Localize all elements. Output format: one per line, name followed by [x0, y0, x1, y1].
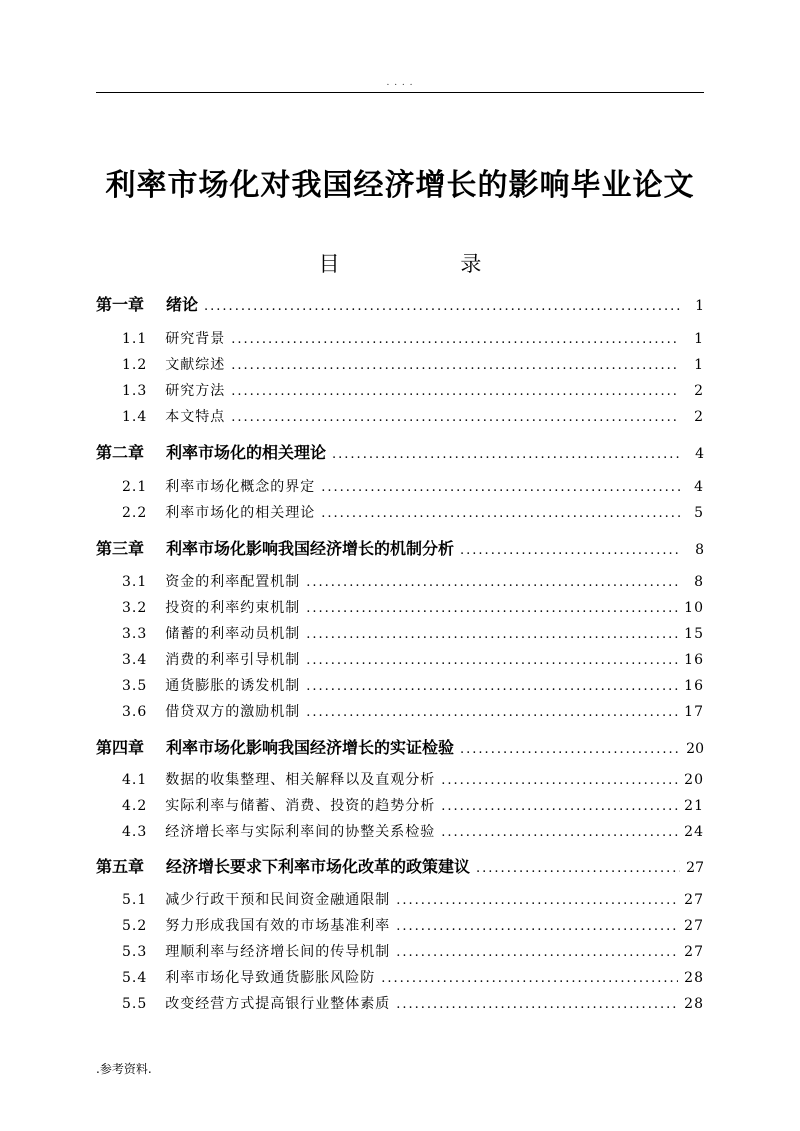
dot-leader — [381, 971, 678, 986]
chapter-number: 第五章 — [96, 857, 145, 876]
section-title: 储蓄的利率动员机制 — [165, 626, 301, 642]
dot-leader — [306, 653, 678, 668]
section-number: 3.1 — [122, 574, 148, 590]
page-number: 8 — [694, 574, 704, 590]
page-number: 20 — [684, 772, 704, 788]
dot-leader — [460, 742, 680, 757]
dot-leader — [441, 799, 678, 814]
dot-leader — [306, 575, 680, 590]
section-title: 改变经营方式提高银行业整体素质 — [165, 996, 391, 1012]
toc-heading: 目 录 — [318, 252, 520, 276]
section-number: 5.1 — [122, 892, 148, 908]
toc-section-5-4[interactable] — [96, 967, 704, 987]
header-mark: . . . . — [386, 78, 414, 88]
dot-leader — [441, 773, 678, 788]
dot-leader — [321, 506, 680, 521]
section-title: 研究背景 — [165, 331, 226, 347]
page-number: 1 — [694, 331, 704, 347]
section-title: 研究方法 — [165, 383, 226, 399]
section-title: 数据的收集整理、相关解释以及直观分析 — [165, 772, 436, 788]
document-title: 利率市场化对我国经济增长的影响毕业论文 — [105, 168, 695, 203]
chapter-title: 利率市场化的相关理论 — [166, 443, 327, 462]
dot-leader — [396, 919, 678, 934]
page-number: 15 — [684, 626, 704, 642]
page-number: 5 — [694, 505, 704, 521]
toc-section-3-4[interactable] — [96, 649, 704, 669]
section-number: 4.3 — [122, 824, 148, 840]
section-title: 投资的利率约束机制 — [165, 600, 301, 616]
dot-leader — [204, 299, 680, 314]
page-number: 21 — [684, 798, 704, 814]
chapter-number: 第一章 — [96, 295, 145, 314]
section-number: 3.5 — [122, 678, 148, 694]
section-title: 资金的利率配置机制 — [165, 574, 301, 590]
toc-section-5-5[interactable] — [96, 993, 704, 1013]
chapter-title: 利率市场化影响我国经济增长的机制分析 — [166, 539, 455, 558]
toc-section-3-5[interactable] — [96, 675, 704, 695]
footer-note: .参考资料. — [96, 1062, 152, 1076]
section-number: 5.2 — [122, 918, 148, 934]
section-title: 本文特点 — [165, 409, 226, 425]
toc-section-5-1[interactable] — [96, 889, 704, 909]
chapter-title: 利率市场化影响我国经济增长的实证检验 — [166, 738, 455, 757]
dot-leader — [396, 945, 678, 960]
page-number: 28 — [684, 970, 704, 986]
section-number: 1.1 — [122, 331, 148, 347]
page-number: 27 — [684, 918, 704, 934]
toc-chapter-3[interactable] — [96, 536, 704, 559]
section-number: 5.5 — [122, 996, 148, 1012]
chapter-number: 第三章 — [96, 539, 145, 558]
section-number: 3.4 — [122, 652, 148, 668]
page-number: 16 — [684, 652, 704, 668]
section-title: 借贷双方的激励机制 — [165, 704, 301, 720]
section-number: 1.4 — [122, 409, 148, 425]
toc-chapter-1[interactable] — [96, 292, 704, 315]
dot-leader — [460, 543, 680, 558]
toc-section-2-1[interactable] — [96, 476, 704, 496]
section-title: 利率市场化导致通货膨胀风险防 — [165, 970, 376, 986]
chapter-title: 绪论 — [166, 295, 199, 314]
page-number: 10 — [684, 600, 704, 616]
dot-leader — [306, 679, 678, 694]
toc-section-3-3[interactable] — [96, 623, 704, 643]
dot-leader — [306, 601, 678, 616]
toc-section-3-2[interactable] — [96, 597, 704, 617]
dot-leader — [306, 627, 678, 642]
toc-section-2-2[interactable] — [96, 502, 704, 522]
toc-chapter-5[interactable] — [96, 854, 704, 877]
chapter-number: 第二章 — [96, 443, 145, 462]
page-number: 28 — [684, 996, 704, 1012]
page-number: 27 — [684, 944, 704, 960]
section-title: 理顺利率与经济增长间的传导机制 — [165, 944, 391, 960]
dot-leader — [441, 825, 678, 840]
section-number: 5.3 — [122, 944, 148, 960]
header-rule — [96, 92, 704, 93]
section-number: 3.3 — [122, 626, 148, 642]
dot-leader — [231, 384, 680, 399]
section-title: 努力形成我国有效的市场基准利率 — [165, 918, 391, 934]
toc-section-3-1[interactable] — [96, 571, 704, 591]
dot-leader — [231, 332, 680, 347]
section-number: 3.6 — [122, 704, 148, 720]
page-number: 4 — [695, 446, 704, 462]
toc-section-4-3[interactable] — [96, 821, 704, 841]
dot-leader — [321, 480, 680, 495]
page-number: 20 — [686, 741, 704, 757]
page-number: 17 — [684, 704, 704, 720]
section-number: 1.2 — [122, 357, 148, 373]
dot-leader — [476, 861, 680, 876]
section-title: 通货膨胀的诱发机制 — [165, 678, 301, 694]
toc-section-4-2[interactable] — [96, 795, 704, 815]
section-number: 1.3 — [122, 383, 148, 399]
dot-leader — [332, 447, 680, 462]
section-title: 实际利率与储蓄、消费、投资的趋势分析 — [165, 798, 436, 814]
toc-chapter-2[interactable] — [96, 440, 704, 463]
dot-leader — [306, 705, 678, 720]
section-title: 减少行政干预和民间资金融通限制 — [165, 892, 391, 908]
page-number: 1 — [694, 357, 704, 373]
section-number: 2.2 — [122, 505, 148, 521]
section-title: 消费的利率引导机制 — [165, 652, 301, 668]
dot-leader — [396, 893, 678, 908]
page-number: 27 — [686, 860, 704, 876]
toc-section-4-1[interactable] — [96, 769, 704, 789]
section-number: 2.1 — [122, 479, 148, 495]
dot-leader — [396, 997, 678, 1012]
section-title: 经济增长率与实际利率间的协整关系检验 — [165, 824, 436, 840]
toc-section-1-3[interactable] — [96, 380, 704, 400]
dot-leader — [231, 358, 680, 373]
page-number: 27 — [684, 892, 704, 908]
section-title: 利率市场化概念的界定 — [165, 479, 316, 495]
section-number: 3.2 — [122, 600, 148, 616]
toc-section-1-1[interactable] — [96, 328, 704, 348]
toc-section-5-3[interactable] — [96, 941, 704, 961]
toc-section-5-2[interactable] — [96, 915, 704, 935]
page-number: 24 — [684, 824, 704, 840]
page-number: 16 — [684, 678, 704, 694]
chapter-title: 经济增长要求下利率市场化改革的政策建议 — [166, 857, 471, 876]
toc-section-1-4[interactable] — [96, 406, 704, 426]
section-number: 4.2 — [122, 798, 148, 814]
section-title: 文献综述 — [165, 357, 226, 373]
dot-leader — [231, 410, 680, 425]
section-title: 利率市场化的相关理论 — [165, 505, 316, 521]
section-number: 5.4 — [122, 970, 148, 986]
page-number: 1 — [695, 298, 704, 314]
toc-section-3-6[interactable] — [96, 701, 704, 721]
page-number: 2 — [694, 383, 704, 399]
chapter-number: 第四章 — [96, 738, 145, 757]
page-number: 4 — [694, 479, 704, 495]
page-number: 2 — [694, 409, 704, 425]
toc-chapter-4[interactable] — [96, 735, 704, 758]
toc-section-1-2[interactable] — [96, 354, 704, 374]
page-number: 8 — [695, 542, 704, 558]
section-number: 4.1 — [122, 772, 148, 788]
